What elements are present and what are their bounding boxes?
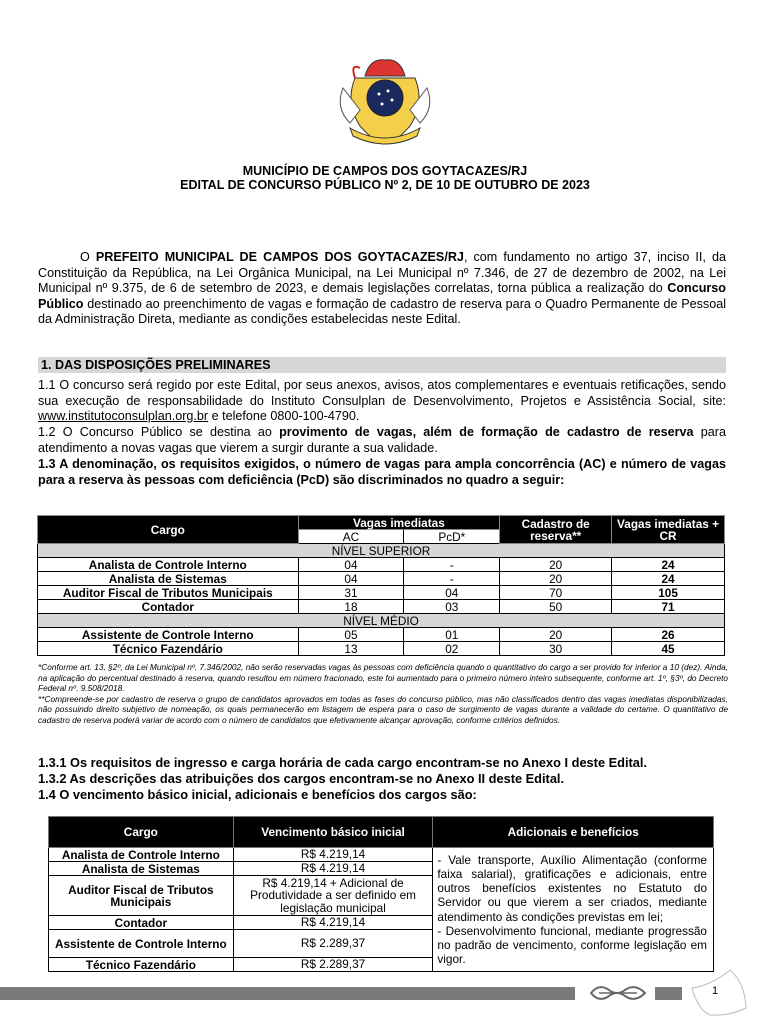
cr-cell: 20 [500, 572, 612, 586]
item-1-3-2: 1.3.2 As descrições das atribuições dos cargos encontram-se no Anexo II deste Edital. [38, 771, 565, 786]
pcd-cell: 03 [404, 600, 500, 614]
cr-cell: 30 [500, 642, 612, 656]
intro-prefix: O [80, 250, 96, 264]
item-1-1-text: 1.1 O concurso será regido por este Edital, por seus anexos, avisos, atos complementares e eventuais retificações, sendo sua execução de responsabilidade do Instituto Consulplan de Desenvolvimento, Projetos e Assistência Social, site: [38, 378, 726, 408]
total-cell: 24 [612, 558, 725, 572]
item-1-1-tail: e telefone 0800-100-4790. [208, 409, 360, 423]
vencimento-cell: R$ 4.219,14 + Adicional de Produtividade a ser definido em legislação municipal [233, 876, 433, 916]
ac-cell: 13 [298, 642, 404, 656]
table-row [38, 572, 725, 586]
col-ac: AC [298, 530, 404, 544]
cargo-cell: Analista de Sistemas [49, 862, 234, 876]
consulplan-link[interactable]: www.institutoconsulplan.org.br [38, 409, 209, 423]
pcd-cell: 01 [404, 628, 500, 642]
footnote-cadastro: **Compreende-se por cadastro de reserva o grupo de candidatos aprovados em todas as fases do concurso público, mas não classificados dentro das vagas imediatas disponibilizadas, não possuindo direito subjetivo de nomeação, os quais permanecerão em listagem de espera para o caso de surgimento de vagas durante a validade do certame. O quantitativo de cadastro de reserva poderá variar de acordo com o número de candidatos que efetivamente alcançar aprovação, conforme critérios definidos. [38, 693, 728, 725]
intro-text2: destinado ao preenchimento de vagas e formação de cadastro de reserva para o Quadro Permanente de Pessoal da Administração Direta, mediante as condições estabelecidas neste Edital. [38, 296, 726, 326]
col-vagas-total: Vagas imediatas + CR [612, 516, 725, 544]
table-row [38, 558, 725, 572]
table-row [38, 628, 725, 642]
intro-paragraph [38, 250, 726, 328]
municipality-title: MUNICÍPIO DE CAMPOS DOS GOYTACAZES/RJ [242, 164, 528, 178]
footer-bar-right [655, 987, 682, 1000]
item-1-4: 1.4 O vencimento básico inicial, adicionais e benefícios dos cargos são: [38, 787, 477, 802]
cargo-cell: Auditor Fiscal de Tributos Municipais [38, 586, 299, 600]
total-cell: 24 [612, 572, 725, 586]
cargo-cell: Assistente de Controle Interno [49, 930, 234, 958]
coat-of-arms-icon [325, 48, 445, 148]
table-row [38, 586, 725, 600]
pcd-cell: - [404, 558, 500, 572]
table-row [49, 848, 714, 862]
pcd-cell: - [404, 572, 500, 586]
cargo-cell: Auditor Fiscal de Tributos Municipais [49, 876, 234, 916]
cargo-cell: Analista de Sistemas [38, 572, 299, 586]
ac-cell: 31 [298, 586, 404, 600]
cr-cell: 20 [500, 558, 612, 572]
cargo-cell: Técnico Fazendário [49, 958, 234, 972]
total-cell: 26 [612, 628, 725, 642]
col-cargo: Cargo [38, 516, 299, 544]
item-1-2-text: 1.2 O Concurso Público se destina ao [38, 425, 280, 439]
pcd-cell: 04 [404, 586, 500, 600]
item-1-3: 1.3 A denominação, os requisitos exigidos, o número de vagas para ampla concorrência (AC) e número de vagas para a reserva às pessoas com deficiência (PcD) são discriminados no quadro a seguir: [38, 457, 726, 487]
vagas-table [37, 515, 725, 656]
total-cell: 71 [612, 600, 725, 614]
cr-cell: 70 [500, 586, 612, 600]
cargo-cell: Contador [49, 916, 234, 930]
intro-bold-concurso: Concurso Público [38, 281, 726, 311]
intro-text1: , com fundamento no artigo 37, inciso II, da Constituição da República, na Lei Orgânica Municipal, na Lei Municipal nº 7.346, de 27 de dezembro de 2002, na Lei Municipal nº 9.375, de 6 de setembro de 2023, e demais legislações correlatas, torna pública a realização do [38, 250, 726, 295]
total-cell: 105 [612, 586, 725, 600]
adicionais-cell [433, 848, 714, 972]
cr-cell: 50 [500, 600, 612, 614]
vencimento-cell: R$ 2.289,37 [233, 930, 433, 958]
item-1-2 [38, 425, 726, 456]
footnote-pcd: *Conforme art. 13, §2º, da Lei Municipal nº. 7.346/2002, não serão reservadas vagas às pessoas com deficiência quando o quantitativo do cargo a ser provido for inferior a 10 (dez). Ainda, na aplicação do percentual destinado à reserva, quando resultou em número fracionado, este foi aumentado para o primeiro número inteiro subsequente, conforme art. 1º, §3º, do Decreto Federal nº. 9.508/2018. [38, 662, 728, 694]
page-corner-icon [690, 968, 750, 1018]
adicionais-text-1: - Vale transporte, Auxílio Alimentação (conforme faixa salarial), gratificações e adicionais, entre outros benefícios existentes no Estatuto do Servidor ou que vierem a ser criados, mediante atendimento às condições previstas em lei; [437, 852, 707, 924]
vencimento-table [48, 816, 714, 972]
item-1-1 [38, 378, 726, 425]
ac-cell: 18 [298, 600, 404, 614]
vencimento-cell: R$ 2.289,37 [233, 958, 433, 972]
item-1-2-tail: para atendimento a novas vagas que vierem a surgir durante a sua validade. [38, 425, 726, 455]
cargo-cell: Analista de Controle Interno [38, 558, 299, 572]
col-cadastro-reserva: Cadastro de reserva** [500, 516, 612, 544]
section-heading-preliminares: 1. DAS DISPOSIÇÕES PRELIMINARES [38, 357, 726, 373]
vencimento-cell: R$ 4.219,14 [233, 848, 433, 862]
consulplan-logo-icon [585, 980, 651, 1006]
cargo-cell: Analista de Controle Interno [49, 848, 234, 862]
intro-bold-prefeito: PREFEITO MUNICIPAL DE CAMPOS DOS GOYTACAZES/RJ [95, 250, 464, 264]
total-cell: 45 [612, 642, 725, 656]
page-number: 1 [712, 985, 719, 997]
table-row [38, 600, 725, 614]
pcd-cell: 02 [404, 642, 500, 656]
ac-cell: 05 [298, 628, 404, 642]
table-row [38, 642, 725, 656]
vencimento-cell: R$ 4.219,14 [233, 916, 433, 930]
col-vagas-imediatas: Vagas imediatas [298, 516, 500, 530]
adicionais-text-2: - Desenvolvimento funcional, mediante progressão no padrão de vencimento, conforme legislação em vigor. [437, 923, 707, 967]
vencimento-cell: R$ 4.219,14 [233, 862, 433, 876]
col-pcd: PcD* [404, 530, 500, 544]
edital-title: EDITAL DE CONCURSO PÚBLICO Nº 2, DE 10 DE OUTUBRO DE 2023 [180, 178, 590, 192]
item-1-2-bold: provimento de vagas, além de formação de cadastro de reserva [279, 425, 694, 439]
item-1-3-1: 1.3.1 Os requisitos de ingresso e carga horária de cada cargo encontram-se no Anexo I deste Edital. [38, 755, 648, 770]
level-medio: NÍVEL MÉDIO [38, 614, 725, 628]
table-footnotes [38, 662, 728, 726]
cargo-cell: Contador [38, 600, 299, 614]
footer-bar [0, 987, 575, 1000]
cr-cell: 20 [500, 628, 612, 642]
col-adicionais: Adicionais e benefícios [433, 817, 714, 848]
col-vencimento: Vencimento básico inicial [233, 817, 433, 848]
col-cargo: Cargo [49, 817, 234, 848]
level-superior: NÍVEL SUPERIOR [38, 544, 725, 558]
cargo-cell: Assistente de Controle Interno [38, 628, 299, 642]
ac-cell: 04 [298, 558, 404, 572]
cargo-cell: Técnico Fazendário [38, 642, 299, 656]
ac-cell: 04 [298, 572, 404, 586]
